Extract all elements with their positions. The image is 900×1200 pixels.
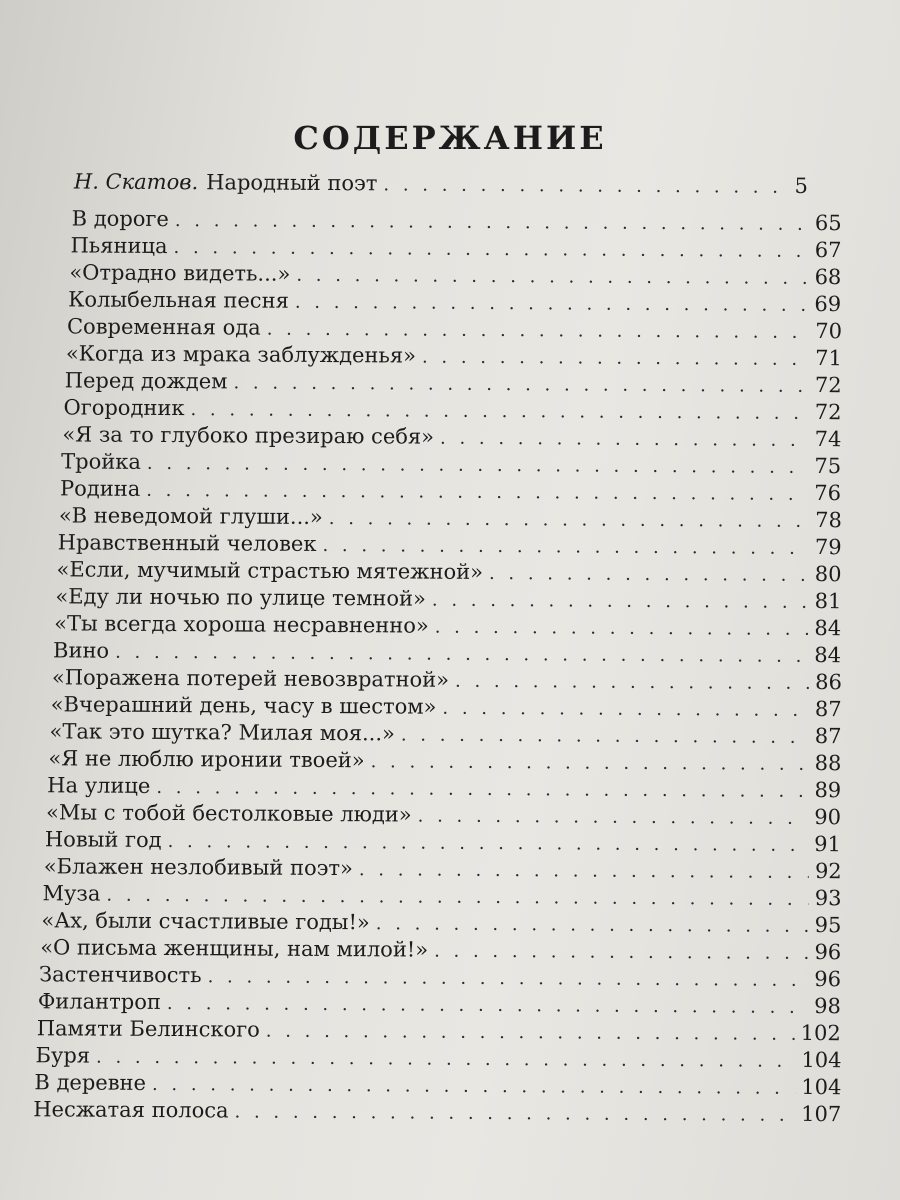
toc-entry-title: «Ты всегда хороша несравненно»: [54, 611, 429, 638]
toc-page-number: 88: [814, 750, 842, 776]
toc-dot-leader: [152, 1071, 795, 1102]
toc-page-number: 81: [814, 588, 842, 614]
toc-dot-leader: [401, 721, 809, 750]
toc-dot-leader: [233, 369, 809, 400]
toc-dot-leader: [295, 289, 809, 319]
toc-page-number: 84: [814, 615, 842, 641]
toc-page-number: 65: [814, 210, 842, 236]
toc-page-number: 70: [815, 318, 843, 344]
toc-dot-leader: [96, 1044, 796, 1075]
toc-page-number: 84: [814, 642, 842, 668]
toc-page-number: 96: [814, 966, 842, 992]
toc-entry-title: Н. Скатов. Народный поэт: [73, 169, 378, 196]
toc-dot-leader: [383, 171, 788, 200]
toc-dot-leader: [147, 450, 809, 481]
toc-entry-title: «Вчерашний день, часу в шестом»: [50, 692, 437, 719]
toc-entry-title: Буря: [35, 1043, 91, 1068]
toc-entry-title: «Так это шутка? Милая моя...»: [49, 719, 395, 746]
toc-entry-title: Перед дождем: [64, 368, 228, 394]
toc-page-number: 96: [814, 939, 842, 965]
toc-page-number: 102: [800, 1020, 841, 1046]
toc-entry: [0, 853, 896, 885]
toc-dot-leader: [371, 748, 809, 778]
toc-entry-title: Тройка: [61, 449, 142, 474]
toc-page-number: 87: [814, 696, 842, 722]
toc-entry-title: Несжатая полоса: [33, 1097, 229, 1123]
toc-page-number: 87: [814, 723, 842, 749]
toc-page-number: 104: [801, 1074, 842, 1100]
toc-entry: [0, 1015, 895, 1047]
toc-dot-leader: [418, 803, 809, 832]
toc-entry-title: «Я не люблю иронии твоей»: [48, 746, 365, 773]
toc-dot-leader: [455, 668, 809, 697]
toc-entry-intro: [0, 168, 900, 200]
toc-dot-leader: [175, 207, 809, 238]
toc-dot-leader: [167, 990, 808, 1021]
toc-entry-title: Нравственный человек: [57, 530, 317, 556]
toc-entry-title: «Отрадно видеть...»: [69, 260, 291, 286]
toc-dot-leader: [296, 262, 808, 292]
toc-dot-leader: [359, 856, 809, 886]
toc-entry-author: Н. Скатов.: [73, 169, 199, 195]
toc-entry-title: Родина: [59, 476, 141, 501]
toc-dot-leader: [266, 1018, 795, 1048]
toc-page-number: 89: [814, 777, 842, 803]
toc-dot-leader: [376, 910, 809, 940]
toc-page-number: 92: [814, 858, 842, 884]
toc-entry-title: «Мы с тобой бестолковые люди»: [45, 800, 412, 827]
toc-dot-leader: [432, 587, 809, 616]
toc-entry-title: «Когда из мрака заблужденья»: [65, 341, 417, 368]
table-of-contents: [0, 168, 900, 1128]
toc-entry-title: «О письма женщины, нам милой!»: [40, 935, 429, 962]
toc-page-number: 107: [801, 1101, 842, 1127]
toc-page-number: 79: [814, 534, 842, 560]
toc-dot-leader: [422, 344, 809, 373]
toc-entry-title: «Ах, были счастливые годы!»: [41, 908, 370, 935]
toc-entry-title: «В неведомой глуши...»: [58, 503, 323, 529]
toc-entry-title: «Если, мучимый страстью мятежной»: [56, 557, 484, 584]
page-title: СОДЕРЖАНИЕ: [293, 119, 607, 158]
toc-page-number: 5: [794, 173, 808, 198]
toc-page-number: 80: [814, 561, 842, 587]
toc-dot-leader: [435, 614, 809, 643]
toc-dot-leader: [489, 560, 809, 589]
toc-page-number: 95: [814, 912, 842, 938]
toc-page-number: 91: [814, 831, 841, 857]
toc-entry-title: Современная ода: [66, 314, 261, 340]
toc-page-number: 75: [814, 453, 842, 479]
toc-page-number: 86: [815, 669, 842, 695]
toc-entry-title: Филантроп: [37, 989, 161, 1014]
toc-entry: [0, 1096, 894, 1128]
toc-entry-title: «Поражена потерей невозвратной»: [51, 665, 450, 692]
toc-entry-title: В деревне: [34, 1070, 147, 1095]
toc-page-number: 98: [814, 993, 841, 1019]
toc-entry-title: Колыбельная песня: [68, 287, 289, 313]
toc-dot-leader: [434, 938, 809, 967]
toc-entry-title: «Я за то глубоко презираю себя»: [62, 422, 435, 449]
toc-page-number: 72: [814, 372, 842, 398]
toc-page-number: 68: [814, 264, 842, 290]
toc-page-number: 93: [814, 885, 842, 911]
toc-dot-leader: [208, 963, 809, 994]
toc-page-number: 76: [814, 480, 842, 506]
toc-entry-title: Огородник: [63, 395, 185, 421]
toc-entry-title: Вино: [52, 638, 110, 663]
toc-dot-leader: [440, 425, 809, 454]
toc-page-number: 90: [814, 804, 842, 830]
toc-entry-title: Застенчивость: [39, 962, 202, 988]
toc-page-number: 72: [814, 399, 842, 425]
toc-page-number: 78: [815, 507, 842, 533]
toc-dot-leader: [442, 695, 809, 724]
toc-page-number: 71: [815, 345, 842, 371]
toc-page-number: 67: [814, 237, 842, 263]
toc-page-number: 69: [814, 291, 842, 317]
toc-entry-title: На улице: [47, 773, 151, 798]
toc-entry-title: «Еду ли ночью по улице темной»: [55, 584, 426, 611]
toc-entry-title: «Блажен незлобивый поэт»: [43, 854, 353, 881]
toc-page-number: 74: [814, 426, 842, 452]
toc-entry-title: Памяти Белинского: [36, 1016, 260, 1042]
toc-entry-title: Пьяница: [70, 233, 168, 259]
toc-entry-title: В дороге: [71, 206, 169, 232]
toc-dot-leader: [329, 505, 809, 535]
toc-page-number: 104: [801, 1047, 842, 1073]
toc-entry: [0, 610, 897, 642]
toc-dot-leader: [234, 1098, 795, 1128]
toc-entry-title: Новый год: [44, 827, 162, 852]
toc-entry-title: Муза: [42, 881, 101, 906]
